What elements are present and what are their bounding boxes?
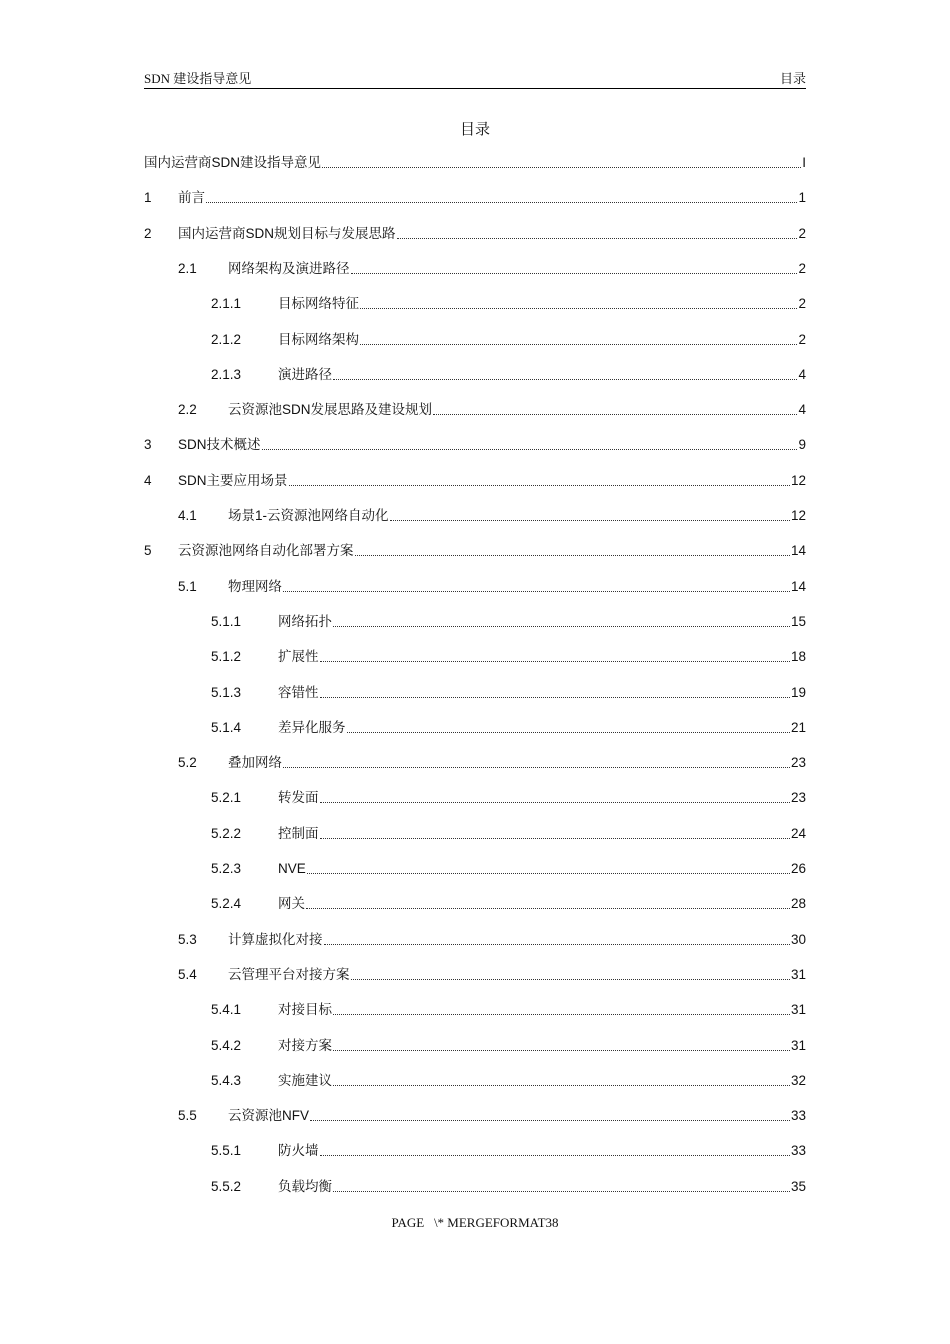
toc-title: 目录 bbox=[459, 122, 490, 138]
toc-entry[interactable] bbox=[211, 364, 806, 384]
toc-entry-title: 云资源池NFV bbox=[228, 1108, 309, 1123]
toc-entry-page: 31 bbox=[790, 967, 806, 982]
toc-entry-title: 目标网络架构 bbox=[278, 332, 359, 347]
toc-entry-page: 23 bbox=[790, 790, 806, 805]
toc-entry-number: 5.5.2 bbox=[211, 1179, 242, 1194]
toc-entry-number: 5.4.3 bbox=[211, 1073, 242, 1088]
toc-entry-number: 1 bbox=[144, 190, 152, 205]
toc-entry[interactable] bbox=[178, 576, 806, 596]
toc-entry-page: 14 bbox=[790, 579, 806, 594]
toc-entry[interactable] bbox=[211, 717, 806, 737]
toc-entry-number: 2.2 bbox=[178, 402, 197, 417]
toc-entry-title: 物理网络 bbox=[228, 579, 282, 594]
toc-entry-page: 26 bbox=[790, 861, 806, 876]
toc-dot-leader bbox=[355, 555, 790, 556]
toc-entry-number: 3 bbox=[144, 437, 152, 452]
toc-entry-page: 21 bbox=[790, 720, 806, 735]
toc-dot-leader bbox=[351, 273, 798, 274]
toc-entry-page: 30 bbox=[790, 932, 806, 947]
toc-entry[interactable] bbox=[178, 258, 806, 278]
toc-entry-page: 12 bbox=[790, 473, 806, 488]
toc-entry-title: 网络拓扑 bbox=[278, 614, 332, 629]
header-section-title: 目录 bbox=[779, 71, 806, 86]
toc-entry-number: 2.1.3 bbox=[211, 367, 242, 382]
toc-entry[interactable] bbox=[144, 223, 806, 243]
toc-entry[interactable] bbox=[211, 893, 806, 913]
toc-entry-number: 2.1 bbox=[178, 261, 197, 276]
toc-entry-number: 5.2.3 bbox=[211, 861, 242, 876]
toc-entry-page: 1 bbox=[798, 190, 806, 205]
toc-entry[interactable] bbox=[211, 999, 806, 1019]
toc-entry-title: SDN技术概述 bbox=[178, 437, 261, 452]
toc-entry[interactable] bbox=[178, 964, 806, 984]
toc-entry-title: 国内运营商SDN建设指导意见 bbox=[144, 155, 322, 170]
toc-entry-page: 35 bbox=[790, 1179, 806, 1194]
toc-entry-number: 5.4 bbox=[178, 967, 197, 982]
toc-entry-number: 4.1 bbox=[178, 508, 197, 523]
toc-entry-title: 前言 bbox=[178, 190, 205, 205]
toc-entry-title: 国内运营商SDN规划目标与发展思路 bbox=[178, 226, 396, 241]
toc-entry-title: 云管理平台对接方案 bbox=[228, 967, 350, 982]
toc-entry[interactable] bbox=[211, 293, 806, 313]
toc-entry-page: 2 bbox=[798, 332, 806, 347]
toc-entry-page: 12 bbox=[790, 508, 806, 523]
toc-entry-page: 23 bbox=[790, 755, 806, 770]
toc-entry-number: 5.2.2 bbox=[211, 826, 242, 841]
toc-dot-leader bbox=[433, 414, 797, 415]
toc-entry-title: 控制面 bbox=[278, 826, 319, 841]
toc-entry-page: 31 bbox=[790, 1038, 806, 1053]
toc-entry-title: 扩展性 bbox=[278, 649, 319, 664]
toc-entry-title: 演进路径 bbox=[278, 367, 332, 382]
toc-dot-leader bbox=[333, 1014, 790, 1015]
toc-dot-leader bbox=[307, 873, 790, 874]
toc-dot-leader bbox=[347, 732, 790, 733]
toc-dot-leader bbox=[360, 344, 797, 345]
toc-dot-leader bbox=[320, 697, 790, 698]
toc-entry-page: 24 bbox=[790, 826, 806, 841]
toc-entry-number: 5.5.1 bbox=[211, 1143, 242, 1158]
page-header bbox=[144, 66, 806, 89]
toc-entry-number: 5.3 bbox=[178, 932, 197, 947]
toc-entry[interactable] bbox=[211, 682, 806, 702]
toc-entry-page: 15 bbox=[790, 614, 806, 629]
toc-entry-page: 32 bbox=[790, 1073, 806, 1088]
header-document-title: SDN 建设指导意见 bbox=[144, 71, 252, 86]
toc-dot-leader bbox=[310, 1120, 790, 1121]
toc-entry-title: 云资源池网络自动化部署方案 bbox=[178, 543, 354, 558]
toc-dot-leader bbox=[390, 520, 790, 521]
toc-dot-leader bbox=[289, 485, 790, 486]
toc-entry-number: 5.4.1 bbox=[211, 1002, 242, 1017]
toc-entry[interactable] bbox=[144, 470, 806, 490]
toc-dot-leader bbox=[206, 202, 797, 203]
toc-entry-title: 网络架构及演进路径 bbox=[228, 261, 350, 276]
toc-entry[interactable] bbox=[211, 1176, 806, 1196]
toc-dot-leader bbox=[333, 626, 790, 627]
toc-dot-leader bbox=[320, 838, 790, 839]
toc-entry-title: 对接方案 bbox=[278, 1038, 332, 1053]
toc-entry-title: 容错性 bbox=[278, 685, 319, 700]
toc-entry-number: 4 bbox=[144, 473, 152, 488]
toc-entry-page: 31 bbox=[790, 1002, 806, 1017]
toc-entry-title: 云资源池SDN发展思路及建设规划 bbox=[228, 402, 433, 417]
toc-entry-page: 18 bbox=[790, 649, 806, 664]
toc-entry[interactable] bbox=[144, 152, 806, 172]
toc-entry[interactable] bbox=[211, 1140, 806, 1160]
toc-entry[interactable] bbox=[211, 646, 806, 666]
toc-entry-title: 对接目标 bbox=[278, 1002, 332, 1017]
toc-entry[interactable] bbox=[211, 858, 806, 878]
toc-dot-leader bbox=[262, 449, 798, 450]
toc-entry-title: 防火墙 bbox=[278, 1143, 319, 1158]
toc-entry-number: 5.1.1 bbox=[211, 614, 242, 629]
toc-entry[interactable] bbox=[144, 434, 806, 454]
toc-entry-title: 叠加网络 bbox=[228, 755, 282, 770]
toc-entry-title: 差异化服务 bbox=[278, 720, 346, 735]
toc-dot-leader bbox=[333, 379, 797, 380]
toc-entry-number: 5 bbox=[144, 543, 152, 558]
toc-dot-leader bbox=[333, 1085, 790, 1086]
toc-entry-page: 33 bbox=[790, 1143, 806, 1158]
toc-entry-page: 14 bbox=[790, 543, 806, 558]
toc-entry-number: 5.1.4 bbox=[211, 720, 242, 735]
toc-entry-number: 5.5 bbox=[178, 1108, 197, 1123]
toc-entry-page: 28 bbox=[790, 896, 806, 911]
toc-entry-page: 2 bbox=[798, 296, 806, 311]
toc-entry-page: 2 bbox=[798, 226, 806, 241]
page-footer-field: PAGE \* MERGEFORMAT38 bbox=[391, 1215, 559, 1230]
toc-entry-page: 9 bbox=[798, 437, 806, 452]
toc-dot-leader bbox=[283, 767, 790, 768]
toc-entry-title: 负载均衡 bbox=[278, 1179, 332, 1194]
toc-entry[interactable] bbox=[211, 611, 806, 631]
toc-dot-leader bbox=[320, 1155, 790, 1156]
toc-dot-leader bbox=[322, 167, 801, 168]
toc-dot-leader bbox=[333, 1191, 790, 1192]
toc-entry-number: 5.2.1 bbox=[211, 790, 242, 805]
toc-dot-leader bbox=[351, 979, 790, 980]
toc-entry-title: 实施建议 bbox=[278, 1073, 332, 1088]
toc-entry-page: 4 bbox=[798, 402, 806, 417]
toc-dot-leader bbox=[320, 661, 790, 662]
toc-entry-page: 4 bbox=[798, 367, 806, 382]
toc-dot-leader bbox=[360, 308, 797, 309]
toc-entry-title: 计算虚拟化对接 bbox=[228, 932, 323, 947]
toc-entry-title: SDN主要应用场景 bbox=[178, 473, 288, 488]
toc-entry[interactable] bbox=[178, 752, 806, 772]
toc-entry[interactable] bbox=[211, 787, 806, 807]
toc-entry-number: 5.2.4 bbox=[211, 896, 242, 911]
toc-entry-number: 2 bbox=[144, 226, 152, 241]
toc-entry[interactable] bbox=[178, 929, 806, 949]
toc-entry-number: 5.2 bbox=[178, 755, 197, 770]
toc-entry-number: 2.1.2 bbox=[211, 332, 242, 347]
toc-entry[interactable] bbox=[144, 540, 806, 560]
toc-entry[interactable] bbox=[211, 329, 806, 349]
toc-dot-leader bbox=[333, 1050, 790, 1051]
toc-entry-title: 转发面 bbox=[278, 790, 319, 805]
toc-dot-leader bbox=[320, 802, 790, 803]
toc-entry-title: 网关 bbox=[278, 896, 305, 911]
toc-entry-page: 2 bbox=[798, 261, 806, 276]
toc-entry-title: NVE bbox=[278, 861, 306, 876]
toc-dot-leader bbox=[283, 591, 790, 592]
toc-entry-title: 目标网络特征 bbox=[278, 296, 359, 311]
toc-entry-page: 33 bbox=[790, 1108, 806, 1123]
toc-dot-leader bbox=[397, 238, 798, 239]
toc-entry-number: 5.1 bbox=[178, 579, 197, 594]
toc-entry-title: 场景1-云资源池网络自动化 bbox=[228, 508, 389, 523]
toc-entry[interactable] bbox=[211, 1035, 806, 1055]
toc-entry[interactable] bbox=[178, 505, 806, 525]
toc-entry[interactable] bbox=[211, 1070, 806, 1090]
toc-entry[interactable] bbox=[211, 823, 806, 843]
toc-entry[interactable] bbox=[178, 399, 806, 419]
toc-dot-leader bbox=[306, 908, 790, 909]
toc-entry-page: I bbox=[802, 155, 806, 170]
toc-entry-number: 5.1.2 bbox=[211, 649, 242, 664]
toc-entry-number: 2.1.1 bbox=[211, 296, 242, 311]
toc-entry[interactable] bbox=[144, 187, 806, 207]
toc-entry[interactable] bbox=[178, 1105, 806, 1125]
toc-entry-number: 5.4.2 bbox=[211, 1038, 242, 1053]
toc-dot-leader bbox=[324, 944, 790, 945]
toc-entry-page: 19 bbox=[790, 685, 806, 700]
toc-entry-number: 5.1.3 bbox=[211, 685, 242, 700]
